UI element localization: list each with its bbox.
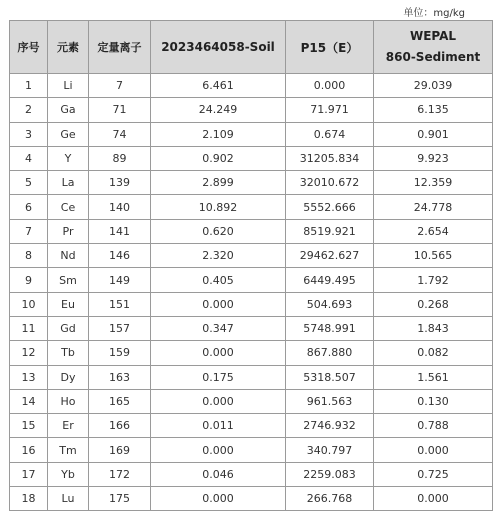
cell-wepal-value: 0.268	[374, 292, 493, 316]
cell-element: Yb	[48, 462, 89, 486]
cell-soil-value: 10.892	[151, 195, 286, 219]
cell-quant-ion: 169	[89, 438, 151, 462]
cell-index: 6	[10, 195, 48, 219]
table-row	[10, 414, 493, 438]
cell-wepal-value: 9.923	[374, 146, 493, 170]
cell-wepal-value: 6.135	[374, 98, 493, 122]
cell-wepal-value: 0.725	[374, 462, 493, 486]
table-row	[10, 487, 493, 511]
cell-index: 15	[10, 414, 48, 438]
cell-index: 5	[10, 171, 48, 195]
table-row	[10, 195, 493, 219]
cell-quant-ion: 146	[89, 244, 151, 268]
table-row	[10, 74, 493, 98]
table-row	[10, 268, 493, 292]
cell-index: 4	[10, 146, 48, 170]
cell-p15-value: 5318.507	[286, 365, 374, 389]
cell-p15-value: 5748.991	[286, 316, 374, 340]
cell-quant-ion: 151	[89, 292, 151, 316]
cell-p15-value: 31205.834	[286, 146, 374, 170]
cell-element: Y	[48, 146, 89, 170]
table-row	[10, 122, 493, 146]
cell-wepal-value: 12.359	[374, 171, 493, 195]
cell-soil-value: 0.405	[151, 268, 286, 292]
cell-soil-value: 0.175	[151, 365, 286, 389]
cell-p15-value: 0.000	[286, 74, 374, 98]
cell-wepal-value: 0.130	[374, 389, 493, 413]
cell-quant-ion: 165	[89, 389, 151, 413]
table-row	[10, 98, 493, 122]
cell-soil-value: 0.620	[151, 219, 286, 243]
table-row	[10, 244, 493, 268]
cell-wepal-value: 0.788	[374, 414, 493, 438]
cell-element: Pr	[48, 219, 89, 243]
cell-quant-ion: 157	[89, 316, 151, 340]
cell-index: 8	[10, 244, 48, 268]
cell-soil-value: 0.000	[151, 438, 286, 462]
cell-index: 3	[10, 122, 48, 146]
cell-quant-ion: 149	[89, 268, 151, 292]
unit-label: 单位：mg/kg	[403, 8, 465, 19]
table-row	[10, 341, 493, 365]
cell-wepal-value: 29.039	[374, 74, 493, 98]
cell-element: Gd	[48, 316, 89, 340]
cell-soil-value: 2.109	[151, 122, 286, 146]
cell-wepal-value: 1.792	[374, 268, 493, 292]
table-row	[10, 219, 493, 243]
cell-soil-value: 0.011	[151, 414, 286, 438]
cell-element: Tb	[48, 341, 89, 365]
cell-p15-value: 8519.921	[286, 219, 374, 243]
header-wepal-line2: 860-Sediment	[385, 50, 481, 64]
cell-quant-ion: 139	[89, 171, 151, 195]
cell-quant-ion: 7	[89, 74, 151, 98]
cell-p15-value: 504.693	[286, 292, 374, 316]
cell-quant-ion: 141	[89, 219, 151, 243]
cell-element: La	[48, 171, 89, 195]
cell-element: Ga	[48, 98, 89, 122]
cell-p15-value: 5552.666	[286, 195, 374, 219]
header-quant-ion: 定量离子	[89, 21, 151, 74]
cell-wepal-value: 1.843	[374, 316, 493, 340]
cell-p15-value: 0.674	[286, 122, 374, 146]
cell-index: 14	[10, 389, 48, 413]
cell-soil-value: 0.000	[151, 389, 286, 413]
header-p15: P15（E）	[286, 21, 374, 74]
table-row	[10, 292, 493, 316]
cell-wepal-value: 2.654	[374, 219, 493, 243]
table-row	[10, 389, 493, 413]
table-body	[10, 74, 493, 511]
cell-index: 17	[10, 462, 48, 486]
cell-element: Ge	[48, 122, 89, 146]
cell-element: Dy	[48, 365, 89, 389]
cell-wepal-value: 1.561	[374, 365, 493, 389]
cell-index: 10	[10, 292, 48, 316]
cell-element: Li	[48, 74, 89, 98]
cell-element: Sm	[48, 268, 89, 292]
cell-index: 18	[10, 487, 48, 511]
cell-p15-value: 71.971	[286, 98, 374, 122]
cell-quant-ion: 71	[89, 98, 151, 122]
header-row	[10, 21, 493, 74]
cell-index: 11	[10, 316, 48, 340]
cell-index: 2	[10, 98, 48, 122]
cell-p15-value: 2259.083	[286, 462, 374, 486]
cell-p15-value: 266.768	[286, 487, 374, 511]
cell-soil-value: 24.249	[151, 98, 286, 122]
cell-p15-value: 961.563	[286, 389, 374, 413]
cell-p15-value: 6449.495	[286, 268, 374, 292]
header-index: 序号	[10, 21, 48, 74]
cell-p15-value: 2746.932	[286, 414, 374, 438]
cell-soil-value: 2.320	[151, 244, 286, 268]
cell-index: 16	[10, 438, 48, 462]
cell-quant-ion: 172	[89, 462, 151, 486]
cell-quant-ion: 175	[89, 487, 151, 511]
cell-quant-ion: 166	[89, 414, 151, 438]
table-row	[10, 146, 493, 170]
cell-wepal-value: 10.565	[374, 244, 493, 268]
cell-index: 13	[10, 365, 48, 389]
cell-element: Tm	[48, 438, 89, 462]
header-sample-soil: 2023464058-Soil	[151, 21, 286, 74]
table-row	[10, 438, 493, 462]
table-row	[10, 462, 493, 486]
cell-element: Eu	[48, 292, 89, 316]
cell-soil-value: 0.347	[151, 316, 286, 340]
cell-wepal-value: 24.778	[374, 195, 493, 219]
cell-index: 9	[10, 268, 48, 292]
cell-index: 7	[10, 219, 48, 243]
header-element: 元素	[48, 21, 89, 74]
cell-element: Ho	[48, 389, 89, 413]
cell-element: Ce	[48, 195, 89, 219]
cell-quant-ion: 163	[89, 365, 151, 389]
cell-soil-value: 0.000	[151, 341, 286, 365]
cell-wepal-value: 0.082	[374, 341, 493, 365]
cell-quant-ion: 74	[89, 122, 151, 146]
cell-index: 12	[10, 341, 48, 365]
cell-p15-value: 867.880	[286, 341, 374, 365]
cell-p15-value: 29462.627	[286, 244, 374, 268]
results-table	[9, 20, 493, 511]
table-row	[10, 171, 493, 195]
table-row	[10, 316, 493, 340]
cell-quant-ion: 140	[89, 195, 151, 219]
cell-element: Nd	[48, 244, 89, 268]
cell-quant-ion: 159	[89, 341, 151, 365]
cell-wepal-value: 0.000	[374, 487, 493, 511]
cell-p15-value: 340.797	[286, 438, 374, 462]
cell-soil-value: 6.461	[151, 74, 286, 98]
cell-p15-value: 32010.672	[286, 171, 374, 195]
cell-wepal-value: 0.000	[374, 438, 493, 462]
cell-soil-value: 0.046	[151, 462, 286, 486]
cell-soil-value: 0.000	[151, 487, 286, 511]
cell-element: Lu	[48, 487, 89, 511]
cell-soil-value: 0.000	[151, 292, 286, 316]
cell-wepal-value: 0.901	[374, 122, 493, 146]
cell-index: 1	[10, 74, 48, 98]
cell-element: Er	[48, 414, 89, 438]
cell-quant-ion: 89	[89, 146, 151, 170]
table-row	[10, 365, 493, 389]
cell-soil-value: 2.899	[151, 171, 286, 195]
header-wepal	[374, 21, 493, 74]
cell-soil-value: 0.902	[151, 146, 286, 170]
header-wepal-line1: WEPAL	[409, 29, 457, 43]
